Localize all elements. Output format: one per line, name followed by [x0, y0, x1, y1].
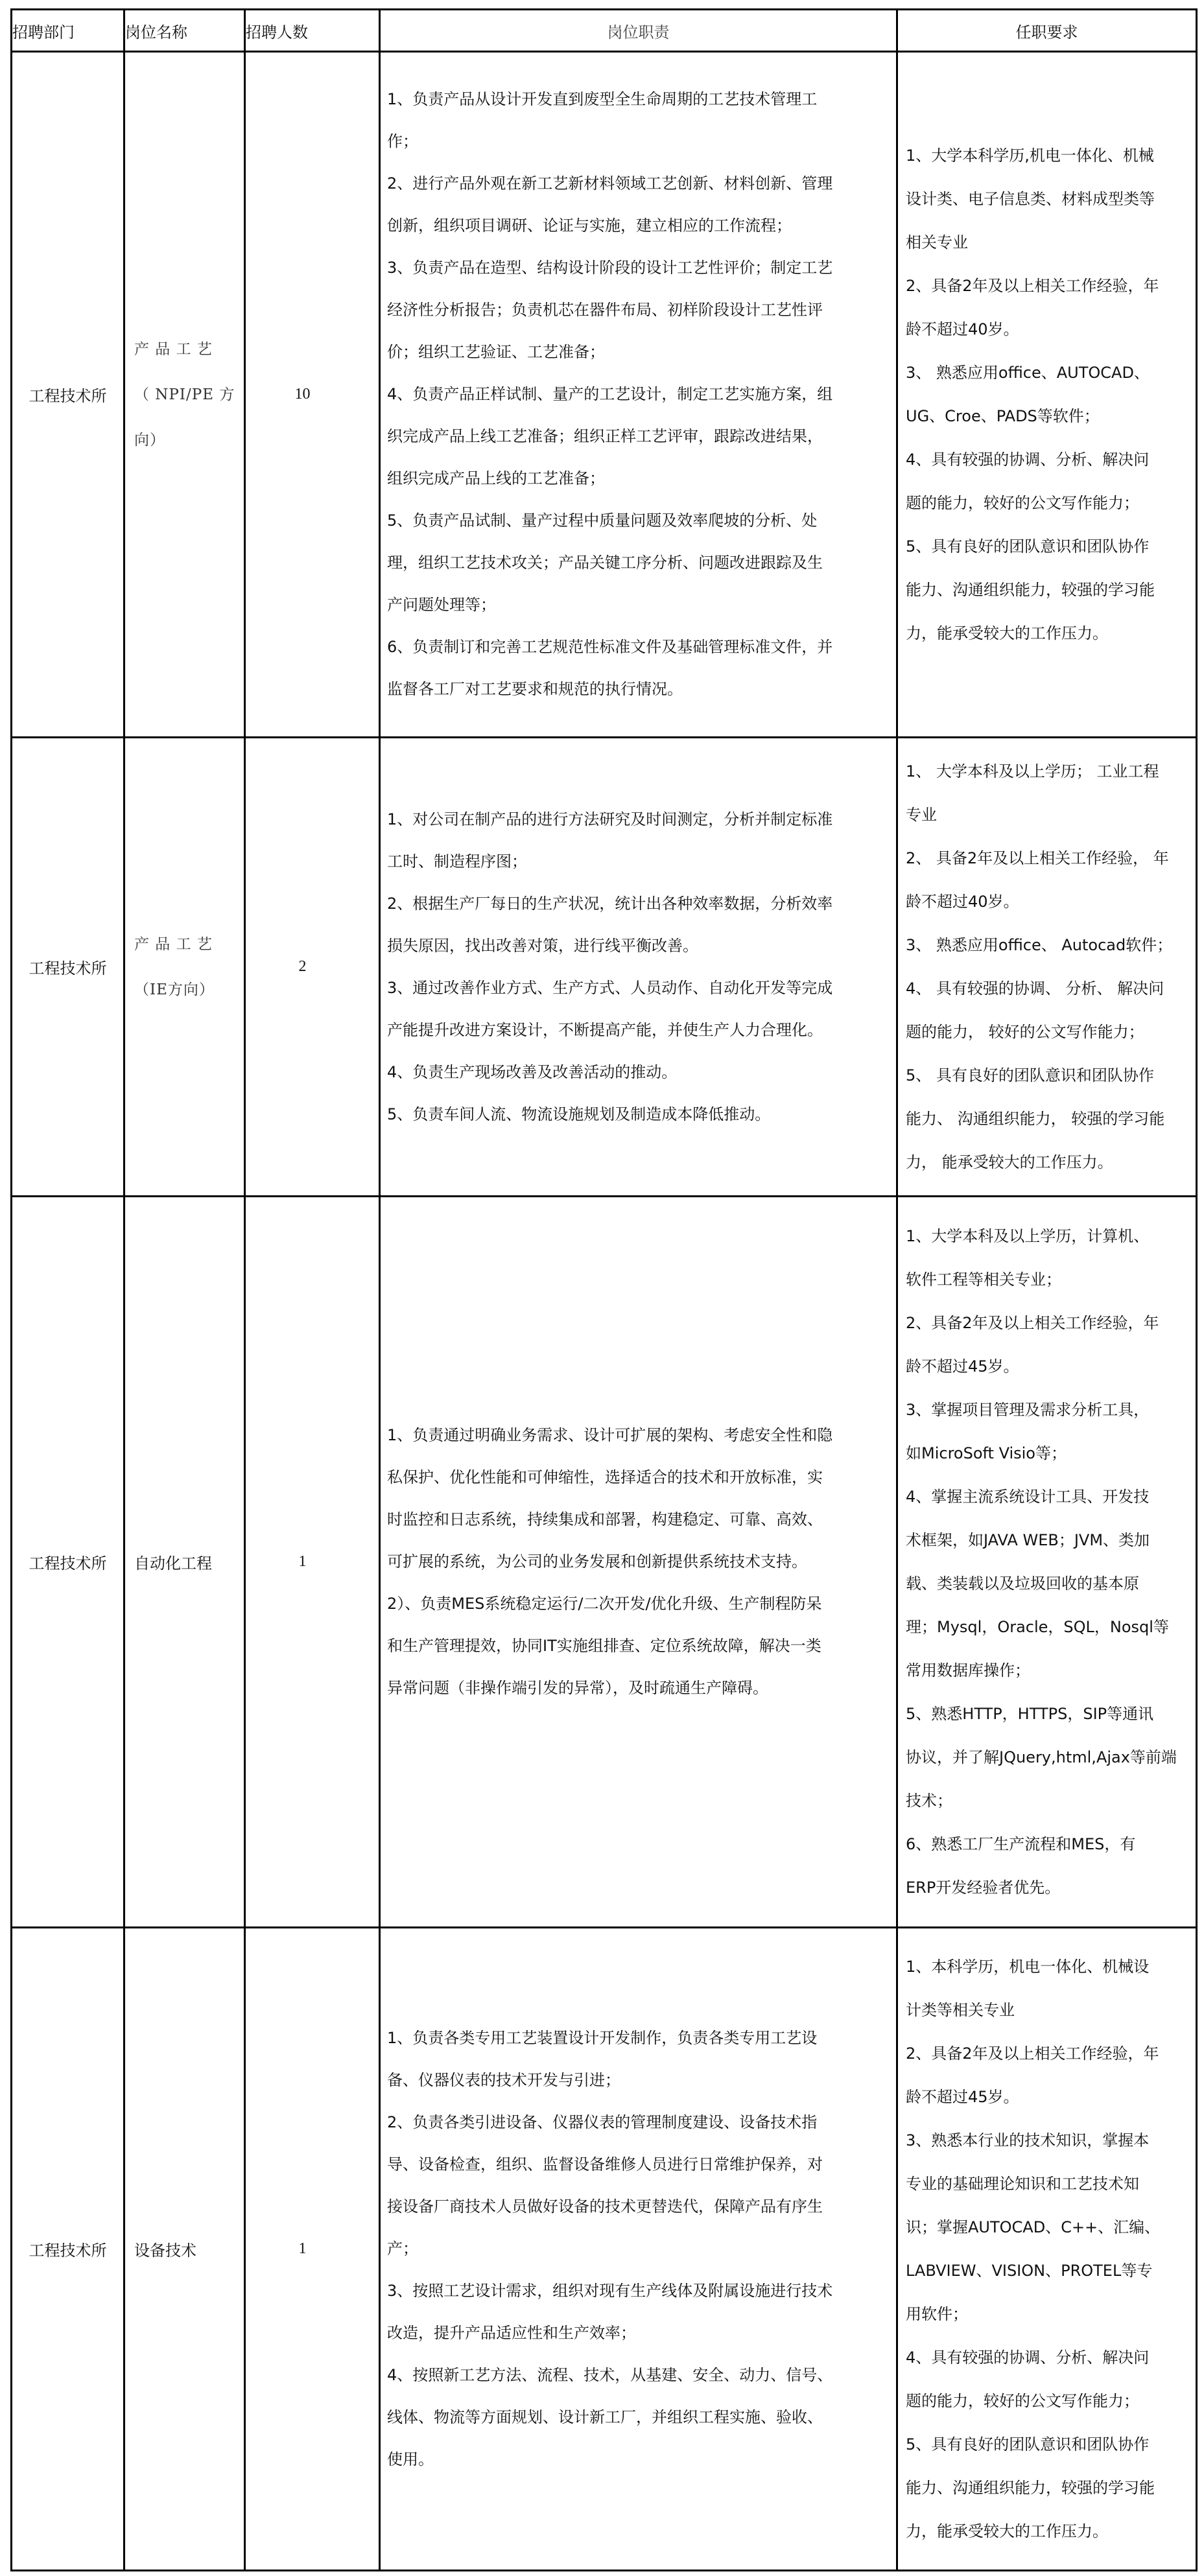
requirement-line: 5、具有良好的团队意识和团队协作	[906, 537, 1150, 556]
requirement-line: 技术；	[906, 1791, 952, 1810]
duty-line: 作；	[387, 132, 418, 150]
duty-line: 1、负责产品从设计开发直到废型全生命周期的工艺技术管理工	[387, 90, 818, 108]
duty-line: 损失原因，找出改善对策，进行线平衡改善。	[387, 936, 698, 955]
requirement-line: 5、 具有良好的团队意识和团队协作	[906, 1066, 1154, 1084]
duty-line: 4、负责产品正样试制、量产的工艺设计，制定工艺实施方案，组	[387, 385, 833, 403]
requirement-line: 6、熟悉工厂生产流程和MES，有	[906, 1834, 1136, 1853]
duty-line: 接设备厂商技术人员做好设备的技术更替迭代，保障产品有序生	[387, 2197, 823, 2216]
duty-line: 工时、制造程序图；	[387, 852, 527, 871]
requirement-line: 载、类装载以及垃圾回收的基本原	[906, 1574, 1139, 1593]
duty-line: 4、负责生产现场改善及改善活动的推动。	[387, 1062, 678, 1081]
duty-line: 3、按照工艺设计需求，组织对现有生产线体及附属设施进行技术	[387, 2282, 833, 2300]
department-cell: 工程技术所	[12, 1928, 124, 2571]
requirement-line: 2、具备2年及以上相关工作经验，年	[906, 2044, 1159, 2063]
duty-line: 产问题处理等；	[387, 596, 496, 614]
table-row	[12, 738, 1197, 1197]
duty-line: 1、对公司在制产品的进行方法研究及时间测定，分析并制定标准	[387, 810, 833, 828]
duty-line: 织完成产品上线工艺准备；组织正样工艺评审，跟踪改进结果，	[387, 427, 823, 445]
duty-line: 5、负责产品试制、量产过程中质量问题及效率爬坡的分析、处	[387, 511, 818, 530]
header-requirements: 任职要求	[897, 10, 1197, 52]
duties-cell	[380, 1928, 897, 2571]
requirement-line: 3、掌握项目管理及需求分析工具，	[906, 1400, 1150, 1419]
requirement-line: 龄不超过45岁。	[906, 1357, 1019, 1376]
header-department: 招聘部门	[12, 10, 124, 52]
requirement-line: 题的能力， 较好的公文写作能力；	[906, 1022, 1144, 1041]
requirement-line: LABVIEW、VISION、PROTEL等专	[906, 2261, 1153, 2280]
position-cell	[124, 1197, 245, 1928]
header-position: 岗位名称	[124, 10, 245, 52]
requirement-line: 龄不超过45岁。	[906, 2087, 1019, 2106]
position-cell	[124, 52, 245, 738]
duty-line: 产能提升改进方案设计，不断提高产能，并使生产人力合理化。	[387, 1020, 823, 1039]
requirement-line: 术框架，如JAVA WEB；JVM、类加	[906, 1530, 1150, 1549]
requirement-line: 1、本科学历，机电一体化、机械设	[906, 1957, 1150, 1976]
position-line: （IE方向）	[134, 981, 215, 998]
requirement-line: 题的能力，较好的公文写作能力；	[906, 2391, 1139, 2410]
requirement-line: 专业的基础理论知识和工艺技术知	[906, 2174, 1139, 2193]
header-duties: 岗位职责	[380, 10, 897, 52]
headcount-cell: 10	[245, 52, 380, 738]
requirement-line: 4、 具有较强的协调、 分析、 解决问	[906, 979, 1164, 998]
duty-line: 监督各工厂对工艺要求和规范的执行情况。	[387, 680, 683, 698]
header-row	[12, 10, 1197, 52]
requirement-line: 3、熟悉本行业的技术知识，掌握本	[906, 2131, 1150, 2149]
requirement-line: 能力、沟通组织能力，较强的学习能	[906, 2478, 1155, 2497]
department-cell: 工程技术所	[12, 1197, 124, 1928]
requirement-line: 5、具有良好的团队意识和团队协作	[906, 2435, 1150, 2453]
position-cell	[124, 738, 245, 1197]
requirements-cell	[897, 1928, 1197, 2571]
table-row	[12, 1928, 1197, 2571]
requirement-line: ERP开发经验者优先。	[906, 1878, 1061, 1897]
duty-line: 导、设备检查，组织、监督设备维修人员进行日常维护保养，对	[387, 2155, 823, 2173]
position-cell	[124, 1928, 245, 2571]
requirement-line: 能力、 沟通组织能力， 较强的学习能	[906, 1109, 1165, 1128]
duty-line: 异常问题（非操作端引发的异常），及时疏通生产障碍。	[387, 1679, 768, 1697]
duty-line: 理，组织工艺技术攻关；产品关键工序分析、问题改进跟踪及生	[387, 554, 823, 572]
requirement-line: 力，能承受较大的工作压力。	[906, 2522, 1108, 2540]
department-cell: 工程技术所	[12, 738, 124, 1197]
requirement-line: 常用数据库操作；	[906, 1661, 1030, 1680]
duty-line: 产；	[387, 2240, 418, 2258]
requirement-line: 5、熟悉HTTP，HTTPS，SIP等通讯	[906, 1704, 1154, 1723]
duty-line: 3、负责产品在造型、结构设计阶段的设计工艺性评价；制定工艺	[387, 259, 833, 277]
position-line: 产 品 工 艺	[134, 935, 213, 953]
requirements-cell	[897, 1197, 1197, 1928]
position-line: 向）	[134, 431, 165, 449]
requirement-line: 专业	[906, 805, 937, 824]
duty-line: 组织完成产品上线的工艺准备；	[387, 469, 605, 487]
table-row	[12, 52, 1197, 738]
requirement-line: 4、掌握主流系统设计工具、开发技	[906, 1487, 1150, 1506]
duty-line: 和生产管理提效，协同IT实施组排查、定位系统故障，解决一类	[387, 1637, 821, 1655]
duty-line: 2）、负责MES系统稳定运行/二次开发/优化升级、生产制程防呆	[387, 1595, 822, 1613]
position-line: （ NPI/PE 方	[134, 386, 235, 403]
requirement-line: 协议，并了解JQuery,html,Ajax等前端	[906, 1748, 1177, 1766]
duties-cell	[380, 738, 897, 1197]
requirement-line: 1、 大学本科及以上学历； 工业工程	[906, 762, 1159, 780]
requirement-line: 用软件；	[906, 2304, 968, 2323]
duty-line: 3、通过改善作业方式、生产方式、人员动作、自动化开发等完成	[387, 978, 833, 997]
duty-line: 5、负责车间人流、物流设施规划及制造成本降低推动。	[387, 1105, 771, 1123]
requirement-line: 题的能力，较好的公文写作能力；	[906, 493, 1139, 512]
duty-line: 私保护、优化性能和可伸缩性，选择适合的技术和开放标准，实	[387, 1468, 823, 1486]
headcount-cell: 2	[245, 738, 380, 1197]
duty-line: 价；组织工艺验证、工艺准备；	[387, 343, 605, 361]
duty-line: 6、负责制订和完善工艺规范性标准文件及基础管理标准文件，并	[387, 638, 833, 656]
requirement-line: 1、大学本科学历,机电一体化、机械	[906, 146, 1154, 165]
duty-line: 创新，组织项目调研、论证与实施，建立相应的工作流程；	[387, 217, 792, 235]
recruitment-table	[10, 8, 1198, 2571]
duties-cell	[380, 1197, 897, 1928]
requirement-line: 如MicroSoft Visio等；	[906, 1444, 1067, 1462]
requirement-line: UG、Croe、PADS等软件；	[906, 406, 1100, 425]
headcount-cell: 1	[245, 1197, 380, 1928]
requirement-line: 龄不超过40岁。	[906, 892, 1019, 911]
duties-cell	[380, 52, 897, 738]
duty-line: 经济性分析报告；负责机芯在器件布局、初样阶段设计工艺性评	[387, 301, 823, 319]
requirement-line: 4、具有较强的协调、分析、解决问	[906, 2348, 1150, 2367]
requirement-line: 软件工程等相关专业；	[906, 1270, 1061, 1289]
duty-line: 使用。	[387, 2450, 434, 2468]
requirement-line: 1、大学本科及以上学历，计算机、	[906, 1226, 1150, 1245]
requirement-line: 龄不超过40岁。	[906, 320, 1019, 338]
requirement-line: 4、具有较强的协调、分析、解决问	[906, 450, 1150, 469]
requirement-line: 识；掌握AUTOCAD、C++、汇编、	[906, 2218, 1161, 2236]
requirements-cell	[897, 738, 1197, 1197]
duty-line: 1、负责各类专用工艺装置设计开发制作，负责各类专用工艺设	[387, 2029, 818, 2047]
requirement-line: 2、具备2年及以上相关工作经验，年	[906, 1313, 1159, 1332]
position-line: 自动化工程	[134, 1554, 212, 1573]
duty-line: 改造，提升产品适应性和生产效率；	[387, 2324, 636, 2342]
requirement-line: 相关专业	[906, 233, 968, 252]
department-cell: 工程技术所	[12, 52, 124, 738]
requirement-line: 理；Mysql，Oracle，SQL，Nosql等	[906, 1617, 1169, 1636]
duty-line: 时监控和日志系统，持续集成和部署，构建稳定、可靠、高效、	[387, 1510, 823, 1528]
requirement-line: 设计类、电子信息类、材料成型类等	[906, 189, 1155, 208]
duty-line: 备、仪器仪表的技术开发与引进；	[387, 2071, 620, 2089]
requirement-line: 力， 能承受较大的工作压力。	[906, 1153, 1113, 1171]
header-headcount: 招聘人数	[245, 10, 380, 52]
requirement-line: 计类等相关专业	[906, 2000, 1015, 2019]
requirement-line: 力，能承受较大的工作压力。	[906, 624, 1108, 642]
requirement-line: 2、具备2年及以上相关工作经验，年	[906, 276, 1159, 295]
requirement-line: 2、 具备2年及以上相关工作经验， 年	[906, 849, 1169, 867]
requirement-line: 3、 熟悉应用office、AUTOCAD、	[906, 363, 1150, 382]
duty-line: 4、按照新工艺方法、流程、技术，从基建、安全、动力、信号、	[387, 2366, 833, 2384]
requirement-line: 3、 熟悉应用office、 Autocad软件；	[906, 935, 1173, 954]
position-line: 设备技术	[134, 2242, 196, 2260]
duty-line: 2、根据生产厂每日的生产状况，统计出各种效率数据，分析效率	[387, 894, 833, 913]
duty-line: 可扩展的系统，为公司的业务发展和创新提供系统技术支持。	[387, 1552, 807, 1571]
duty-line: 1、负责通过明确业务需求、设计可扩展的架构、考虑安全性和隐	[387, 1426, 833, 1444]
duty-line: 2、负责各类引进设备、仪器仪表的管理制度建设、设备技术指	[387, 2113, 818, 2131]
requirement-line: 能力、沟通组织能力，较强的学习能	[906, 580, 1155, 599]
duty-line: 2、进行产品外观在新工艺新材料领域工艺创新、材料创新、管理	[387, 174, 833, 193]
duty-line: 线体、物流等方面规划、设计新工厂，并组织工程实施、验收、	[387, 2408, 823, 2426]
position-line: 产 品 工 艺	[134, 340, 213, 358]
headcount-cell: 1	[245, 1928, 380, 2571]
table-row	[12, 1197, 1197, 1928]
requirements-cell	[897, 52, 1197, 738]
